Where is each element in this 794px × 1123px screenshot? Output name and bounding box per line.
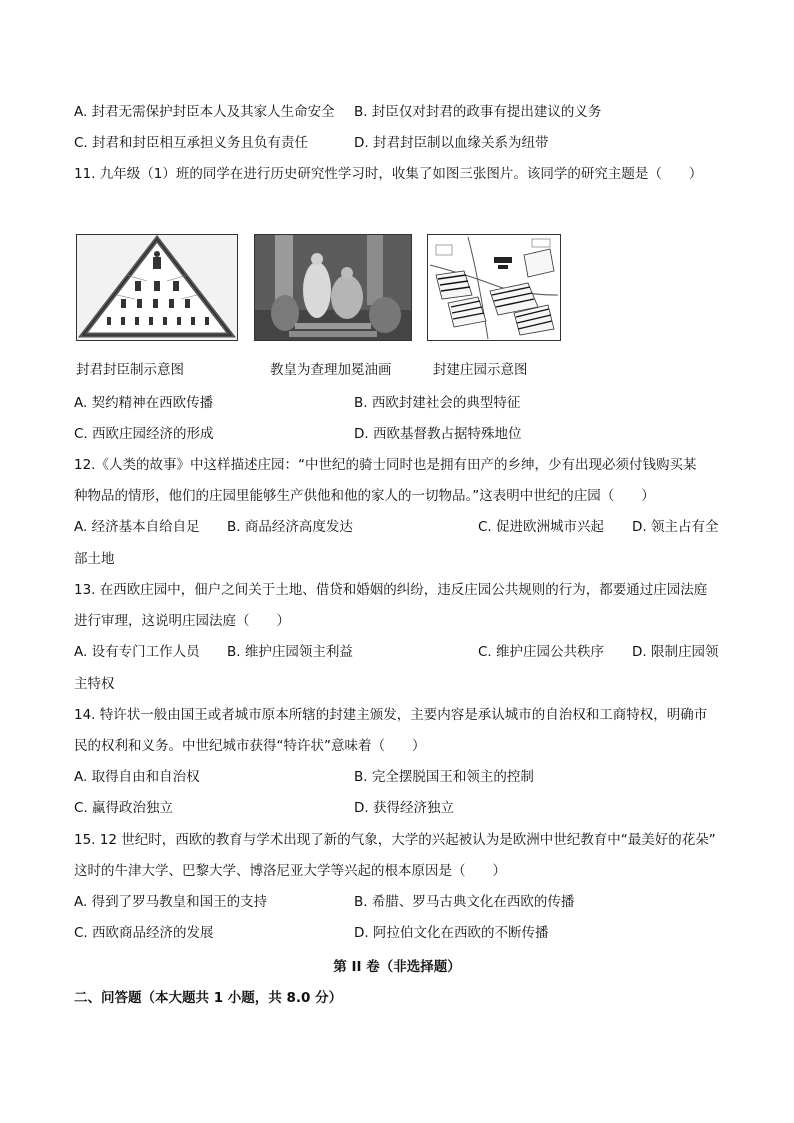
q13-option-b: B. 维护庄园领主利益 [227,644,353,660]
q13-option-a: A. 设有专门工作人员 [74,644,200,660]
figure-caption-3: 封建庄园示意图 [433,362,528,378]
part-two-title: 第 II 卷（非选择题） [333,959,461,975]
q11-option-d: D. 西欧基督教占据特殊地位 [354,426,522,442]
q15-stem-line-1: 15. 12 世纪时，西欧的教育与学术出现了新的气象，大学的兴起被认为是欧洲中世纪教育中“最美好的花朵” [74,832,716,848]
q12-option-b: B. 商品经济高度发达 [227,519,353,535]
q12-option-a: A. 经济基本自给自足 [74,519,200,535]
q14-option-b: B. 完全摆脱国王和领主的控制 [354,769,534,785]
q14-stem-line-2: 民的权利和义务。中世纪城市获得“特许状”意味着（ ） [74,738,426,754]
figure-caption-1: 封君封臣制示意图 [76,362,184,378]
q13-stem-line-2: 进行审理，这说明庄园法庭（ ） [74,613,290,629]
q10-option-b: B. 封臣仅对封君的政事有提出建议的义务 [354,104,602,120]
q12-option-c: C. 促进欧洲城市兴起 [478,519,605,535]
q14-option-c: C. 赢得政治独立 [74,800,174,816]
q13-option-d-continued: 主特权 [74,676,115,692]
figure-caption-2: 教皇为查理加冕油画 [270,362,392,378]
q15-option-d: D. 阿拉伯文化在西欧的不断传播 [354,925,549,941]
q14-option-a: A. 取得自由和自治权 [74,769,200,785]
q11-option-a: A. 契约精神在西欧传播 [74,395,214,411]
q12-stem-line-2: 种物品的情形，他们的庄园里能够生产供他和他的家人的一切物品。”这表明中世纪的庄园（ ） [74,488,655,504]
q10-option-a: A. 封君无需保护封臣本人及其家人生命安全 [74,104,335,120]
map-drawing [428,235,560,340]
q10-option-d: D. 封君封臣制以血缘关系为纽带 [354,135,549,151]
q11-option-c: C. 西欧庄园经济的形成 [74,426,214,442]
q15-stem-line-2: 这时的牛津大学、巴黎大学、博洛尼亚大学等兴起的根本原因是（ ） [74,863,506,879]
manor-map-image [427,234,561,341]
q15-option-a: A. 得到了罗马教皇和国王的支持 [74,894,268,910]
q12-option-d-continued: 部土地 [74,551,115,567]
q12-stem-line-1: 12.《人类的故事》中这样描述庄园：“中世纪的骑士同时也是拥有田产的乡绅，少有出现必须付钱购买某 [74,457,697,473]
coronation-painting-image [254,234,412,341]
q14-stem-line-1: 14. 特许状一般由国王或者城市原本所辖的封建主颁发，主要内容是承认城市的自治权和工商特权，明确市 [74,707,708,723]
q15-option-b: B. 希腊、罗马古典文化在西欧的传播 [354,894,575,910]
q12-option-d: D. 领主占有全 [632,519,719,535]
q11-option-b: B. 西欧封建社会的典型特征 [354,395,521,411]
feudal-pyramid-image [76,234,238,341]
q10-option-c: C. 封君和封臣相互承担义务且负有责任 [74,135,309,151]
pyramid-drawing [77,235,237,340]
q15-option-c: C. 西欧商品经济的发展 [74,925,214,941]
q13-stem-line-1: 13. 在西欧庄园中，佃户之间关于土地、借贷和婚姻的纠纷，违反庄园公共规则的行为，都要通过庄园法庭 [74,582,708,598]
q13-option-c: C. 维护庄园公共秩序 [478,644,605,660]
q11-stem: 11. 九年级（1）班的同学在进行历史研究性学习时，收集了如图三张图片。该同学的研究主题是（ ） [74,166,703,182]
q14-option-d: D. 获得经济独立 [354,800,454,816]
q13-option-d: D. 限制庄园领 [632,644,719,660]
painting-drawing [255,235,411,340]
section-heading: 二、问答题（本大题共 1 小题，共 8.0 分） [74,990,343,1006]
